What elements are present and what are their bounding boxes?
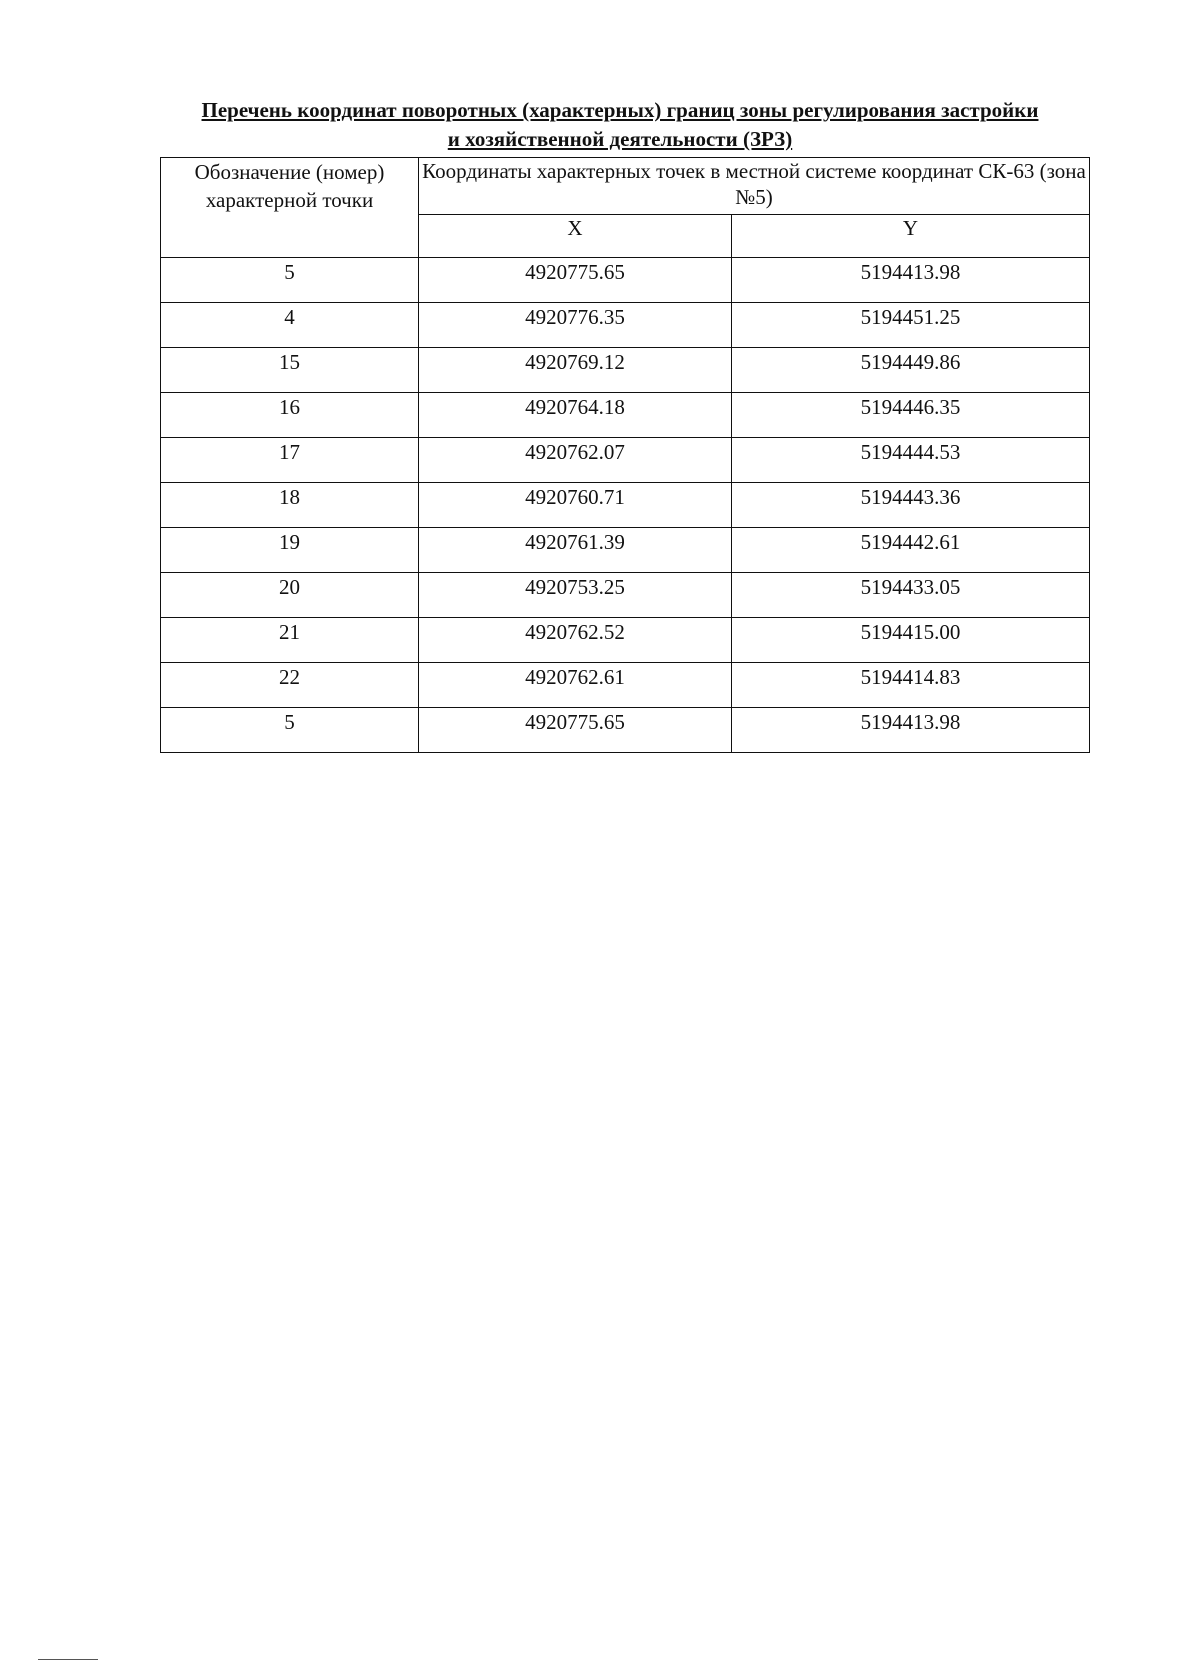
table-row bbox=[161, 663, 1090, 708]
header-point-number: Обозначение (номер) характерной точки bbox=[161, 158, 419, 258]
cell-point-number: 15 bbox=[161, 348, 419, 393]
cell-x: 4920761.39 bbox=[419, 528, 732, 573]
table-header bbox=[161, 158, 1090, 258]
table-row bbox=[161, 258, 1090, 303]
table-row bbox=[161, 573, 1090, 618]
cell-y: 5194413.98 bbox=[732, 708, 1090, 753]
table-row bbox=[161, 303, 1090, 348]
cell-point-number: 16 bbox=[161, 393, 419, 438]
table-row bbox=[161, 528, 1090, 573]
cell-point-number: 4 bbox=[161, 303, 419, 348]
cell-y: 5194444.53 bbox=[732, 438, 1090, 483]
cell-x: 4920753.25 bbox=[419, 573, 732, 618]
cell-y: 5194451.25 bbox=[732, 303, 1090, 348]
cell-point-number: 19 bbox=[161, 528, 419, 573]
title-line-1: Перечень координат поворотных (характерных) границ зоны регулирования застройки bbox=[201, 98, 1039, 122]
cell-y: 5194414.83 bbox=[732, 663, 1090, 708]
scan-artifact-line bbox=[38, 1659, 98, 1660]
table-row bbox=[161, 708, 1090, 753]
cell-y: 5194443.36 bbox=[732, 483, 1090, 528]
cell-y: 5194449.86 bbox=[732, 348, 1090, 393]
cell-x: 4920775.65 bbox=[419, 258, 732, 303]
cell-x: 4920762.61 bbox=[419, 663, 732, 708]
title-line-2: и хозяйственной деятельности (ЗРЗ) bbox=[447, 127, 793, 151]
table-row bbox=[161, 483, 1090, 528]
cell-y: 5194446.35 bbox=[732, 393, 1090, 438]
cell-x: 4920762.52 bbox=[419, 618, 732, 663]
cell-point-number: 21 bbox=[161, 618, 419, 663]
cell-point-number: 17 bbox=[161, 438, 419, 483]
header-y: Y bbox=[732, 215, 1090, 258]
cell-point-number: 5 bbox=[161, 258, 419, 303]
header-coordinates: Координаты характерных точек в местной системе координат СК-63 (зона №5) bbox=[419, 158, 1090, 215]
header-x: X bbox=[419, 215, 732, 258]
cell-y: 5194415.00 bbox=[732, 618, 1090, 663]
cell-x: 4920775.65 bbox=[419, 708, 732, 753]
cell-point-number: 22 bbox=[161, 663, 419, 708]
document-title bbox=[150, 96, 1090, 154]
cell-x: 4920764.18 bbox=[419, 393, 732, 438]
table-row bbox=[161, 438, 1090, 483]
table-row bbox=[161, 618, 1090, 663]
cell-point-number: 5 bbox=[161, 708, 419, 753]
table-row bbox=[161, 393, 1090, 438]
cell-x: 4920769.12 bbox=[419, 348, 732, 393]
cell-x: 4920762.07 bbox=[419, 438, 732, 483]
table-body bbox=[161, 258, 1090, 753]
coordinates-table bbox=[160, 157, 1090, 753]
cell-y: 5194433.05 bbox=[732, 573, 1090, 618]
cell-x: 4920776.35 bbox=[419, 303, 732, 348]
cell-x: 4920760.71 bbox=[419, 483, 732, 528]
cell-y: 5194442.61 bbox=[732, 528, 1090, 573]
cell-y: 5194413.98 bbox=[732, 258, 1090, 303]
table-row bbox=[161, 348, 1090, 393]
cell-point-number: 20 bbox=[161, 573, 419, 618]
cell-point-number: 18 bbox=[161, 483, 419, 528]
